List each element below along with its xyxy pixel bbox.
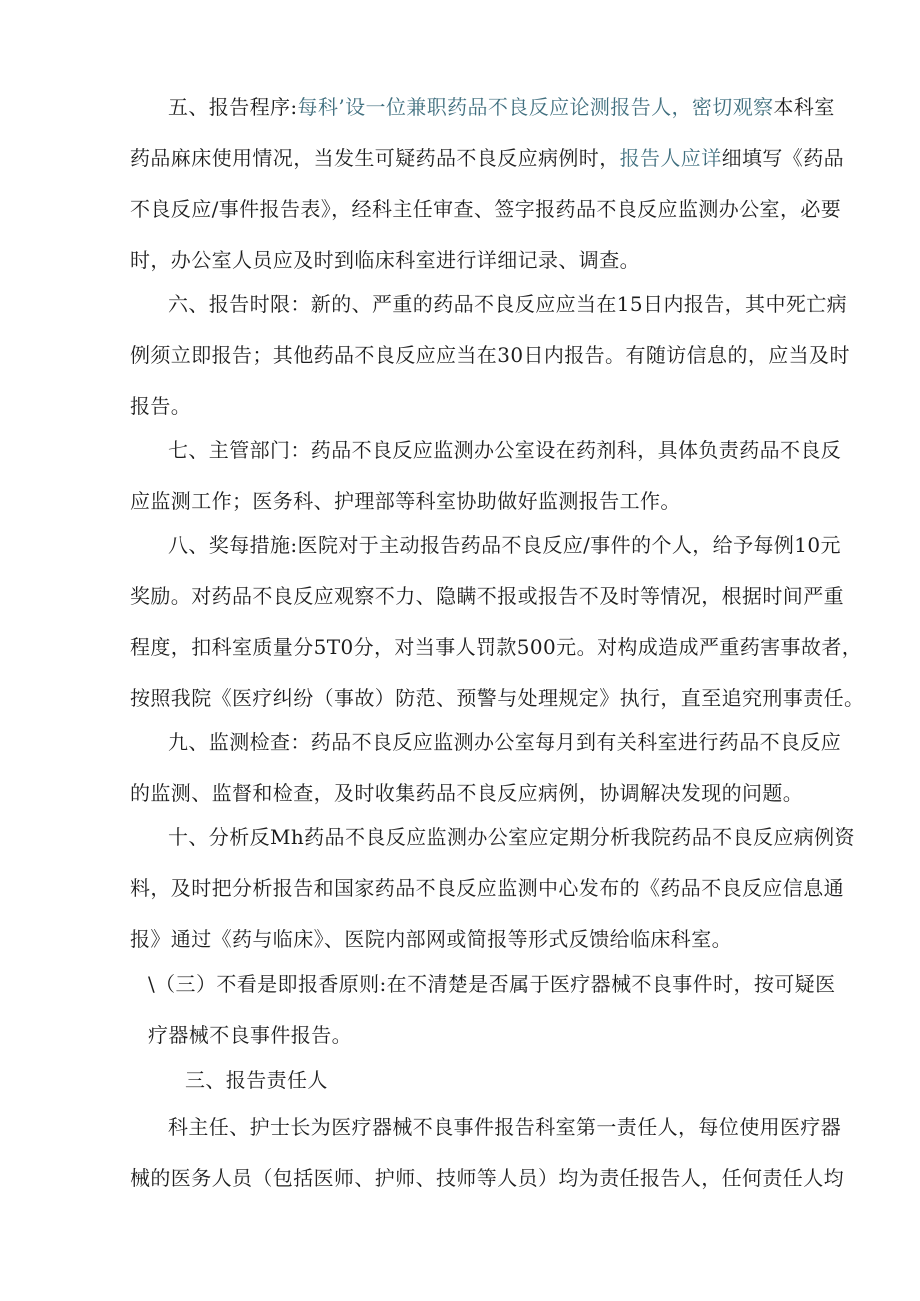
section-eight-rewards xyxy=(130,520,865,724)
section-nine-inspection xyxy=(130,717,842,819)
section-ten-analysis xyxy=(130,812,855,965)
paragraph-line: 例须立即报告；其他药品不良反应应当在30日内报告。有随访信息的，应当及时 xyxy=(130,343,850,367)
paragraph-line: 时，办公室人员应及时到临床科室进行详细记录、调查。 xyxy=(130,248,640,272)
paragraph-line: 械的医务人员（包括医师、护师、技师等人员）均为责任报告人，任何责任人均 xyxy=(130,1166,844,1190)
paragraph-line: 报告。 xyxy=(130,394,192,418)
paragraph-line: 程度，扣科室质量分5T0分，对当事人罚款500元。对构成造成严重药害事故者， xyxy=(130,635,863,659)
highlighted-text: 报告人应详 xyxy=(619,146,722,170)
paragraph-line: 疗器械不良事件报告。 xyxy=(148,1023,352,1047)
section-heading: 三、报告责任人 xyxy=(185,1068,328,1092)
section-seven-department xyxy=(130,425,842,527)
section-five-report-procedure xyxy=(130,82,845,286)
section-heading-text: 五、报告程序: xyxy=(168,95,298,119)
paragraph-line: 七、主管部门：药品不良反应监测办公室设在药剂科，具体负责药品不良反 xyxy=(168,438,842,462)
paragraph-line: 科主任、护士长为医疗器械不良事件报告科室第一责任人，每位使用医疗器 xyxy=(168,1115,842,1139)
paragraph-line: 应监测工作；医务科、护理部等科室协助做好监测报告工作。 xyxy=(130,489,681,513)
paragraph-line: 按照我院《医疗纠纷（事故）防范、预警与处理规定》执行，直至追究刑事责任。 xyxy=(130,686,865,710)
paragraph-line: 不良反应/事件报告表》，经科主任审查、签字报药品不良反应监测办公室，必要 xyxy=(130,197,842,221)
paragraph-line: 奖励。对药品不良反应观察不力、隐瞒不报或报告不及时等情况，根据时间严重 xyxy=(130,584,844,608)
paragraph-line: 报》通过《药与临床》、医院内部网或简报等形式反馈给临床科室。 xyxy=(130,927,732,951)
paragraph-line xyxy=(130,133,845,184)
responsible-person-description xyxy=(130,1102,842,1204)
paragraph-line: 九、监测检查：药品不良反应监测办公室每月到有关科室进行药品不良反应 xyxy=(168,730,842,754)
body-text: 细填写《药品 xyxy=(721,146,845,170)
section-six-report-deadline xyxy=(130,279,850,432)
body-text: 药品麻床使用情况，当发生可疑药品不良反应病例时， xyxy=(130,146,620,170)
paragraph-line: \（三）不看是即报香原则:在不清楚是否属于医疗器械不良事件时，按可疑医 xyxy=(148,972,836,996)
paragraph-line: 的监测、监督和检查，及时收集药品不良反应病例，协调解决发现的问题。 xyxy=(130,781,804,805)
paragraph-line: 六、报告时限：新的、严重的药品不良反应应当在15日内报告，其中死亡病 xyxy=(168,292,848,316)
highlighted-text: 每科’设一位兼职 xyxy=(297,95,448,119)
section-heading-responsible-person xyxy=(130,1055,842,1106)
paragraph-line: 料，及时把分析报告和国家药品不良反应监测中心发布的《药品不良反应信息通 xyxy=(130,876,844,900)
paragraph-line: 十、分析反Mh药品不良反应监测办公室应定期分析我院药品不良反应病例资 xyxy=(168,825,855,849)
paragraph-line: 八、奖每措施:医院对于主动报告药品不良反应/事件的个人，给予每例10元 xyxy=(168,533,841,557)
principle-report-when-unclear xyxy=(148,959,860,1061)
body-text: 本科室 xyxy=(773,95,835,119)
highlighted-text: 药品不良反应论测报告人，密切观察 xyxy=(447,95,774,119)
paragraph-line xyxy=(130,82,842,133)
